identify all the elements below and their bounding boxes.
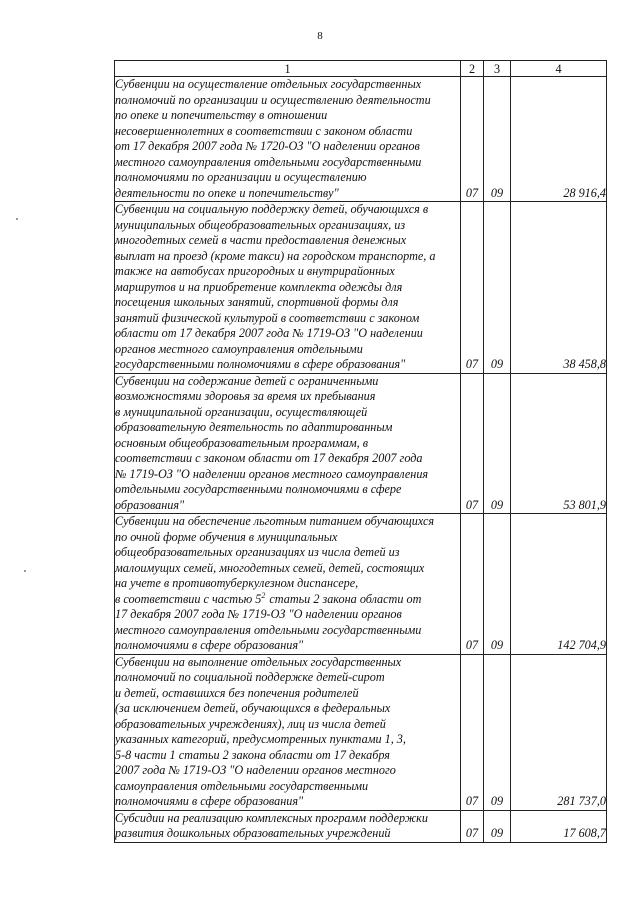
row-subsection: 09: [484, 373, 511, 514]
row-name: Субвенции на выполнение отдельных государственных полномочий по социальной поддержке детей-сирот и детей, оставшихся без попечения родителей (за исключением детей, обучающихся в федеральных образовательных учреждениях), лиц из числа детей указанных категорий, предусмотренных пунктами 1, 3, 5-8 части 1 статьи 2 закона области от 17 декабря 2007 года № 1719-ОЗ "О наделении органов местного самоуправления отдельными государственными полномочиями в сфере образования": [115, 654, 461, 810]
row-amount: 142 704,9: [511, 514, 607, 655]
row-name: Субвенции на социальную поддержку детей, обучающихся в муниципальных общеобразовательных организациях, из многодетных семей в части предоставления денежных выплат на проезд (кроме такси) на городском транспорте, а также на автобусах пригородных и внутрирайонных маршрутов и на приобретение комплекта одежды для посещения школьных занятий, спортивной формы для занятий физической культурой в соответствии с законом области от 17 декабря 2007 года № 1719-ОЗ "О наделении органов местного самоуправления отдельными государственными полномочиями в сфере образования": [115, 202, 461, 374]
table-row: [115, 810, 607, 842]
column-header-amount: 4: [511, 61, 607, 77]
page-number: 8: [317, 30, 323, 42]
table-row: [115, 77, 607, 202]
column-header-section: 2: [461, 61, 484, 77]
column-header-name: 1: [115, 61, 461, 77]
budget-table: [114, 60, 607, 843]
row-name-part: статьи 2 закона области от 17 декабря 2007 года № 1719-ОЗ "О наделении органов местного самоуправления отдельными государственными полномочиями в сфере образования": [115, 591, 422, 652]
row-name-part: Субвенции на обеспечение льготным питанием обучающихся по очной форме обучения в муниципальных общеобразовательных организациях из числа детей из малоимущих семей, многодетных семей, детей, состоящих на учете в противотуберкулезном диспансере, в соответствии с частью 5: [115, 514, 435, 606]
table-row: [115, 654, 607, 810]
row-section: 07: [461, 373, 484, 514]
row-name: [115, 514, 461, 655]
row-subsection: 09: [484, 654, 511, 810]
row-section: 07: [461, 810, 484, 842]
scan-speck: [24, 570, 26, 572]
row-subsection: 09: [484, 810, 511, 842]
row-subsection: 09: [484, 514, 511, 655]
row-amount: 28 916,4: [511, 77, 607, 202]
row-section: 07: [461, 514, 484, 655]
superscript-mark: 2: [261, 590, 266, 600]
row-amount: 38 458,8: [511, 202, 607, 374]
row-subsection: 09: [484, 202, 511, 374]
row-subsection: 09: [484, 77, 511, 202]
row-section: 07: [461, 77, 484, 202]
row-section: 07: [461, 202, 484, 374]
column-header-subsection: 3: [484, 61, 511, 77]
row-amount: 281 737,0: [511, 654, 607, 810]
row-name: Субсидии на реализацию комплексных программ поддержки развития дошкольных образовательных учреждений: [115, 810, 461, 842]
table-row: [115, 373, 607, 514]
row-amount: 53 801,9: [511, 373, 607, 514]
scan-speck: [16, 218, 18, 220]
row-name: Субвенции на осуществление отдельных государственных полномочий по организации и осуществлению деятельности по опеке и попечительству в отношении несовершеннолетних в соответствии с законом области от 17 декабря 2007 года № 1720-ОЗ "О наделении органов местного самоуправления отдельными государственными полномочиями по организации и осуществлению деятельности по опеке и попечительству": [115, 77, 461, 202]
row-name: Субвенции на содержание детей с ограниченными возможностями здоровья за время их пребывания в муниципальной организации, осуществляющей образовательную деятельность по адаптированным основным общеобразовательным программам, в соответствии с законом области от 17 декабря 2007 года № 1719-ОЗ "О наделении органов местного самоуправления отдельными государственными полномочиями в сфере образования": [115, 373, 461, 514]
table-row: [115, 202, 607, 374]
table-header-row: [115, 61, 607, 77]
row-amount: 17 608,7: [511, 810, 607, 842]
row-section: 07: [461, 654, 484, 810]
table-row: [115, 514, 607, 655]
